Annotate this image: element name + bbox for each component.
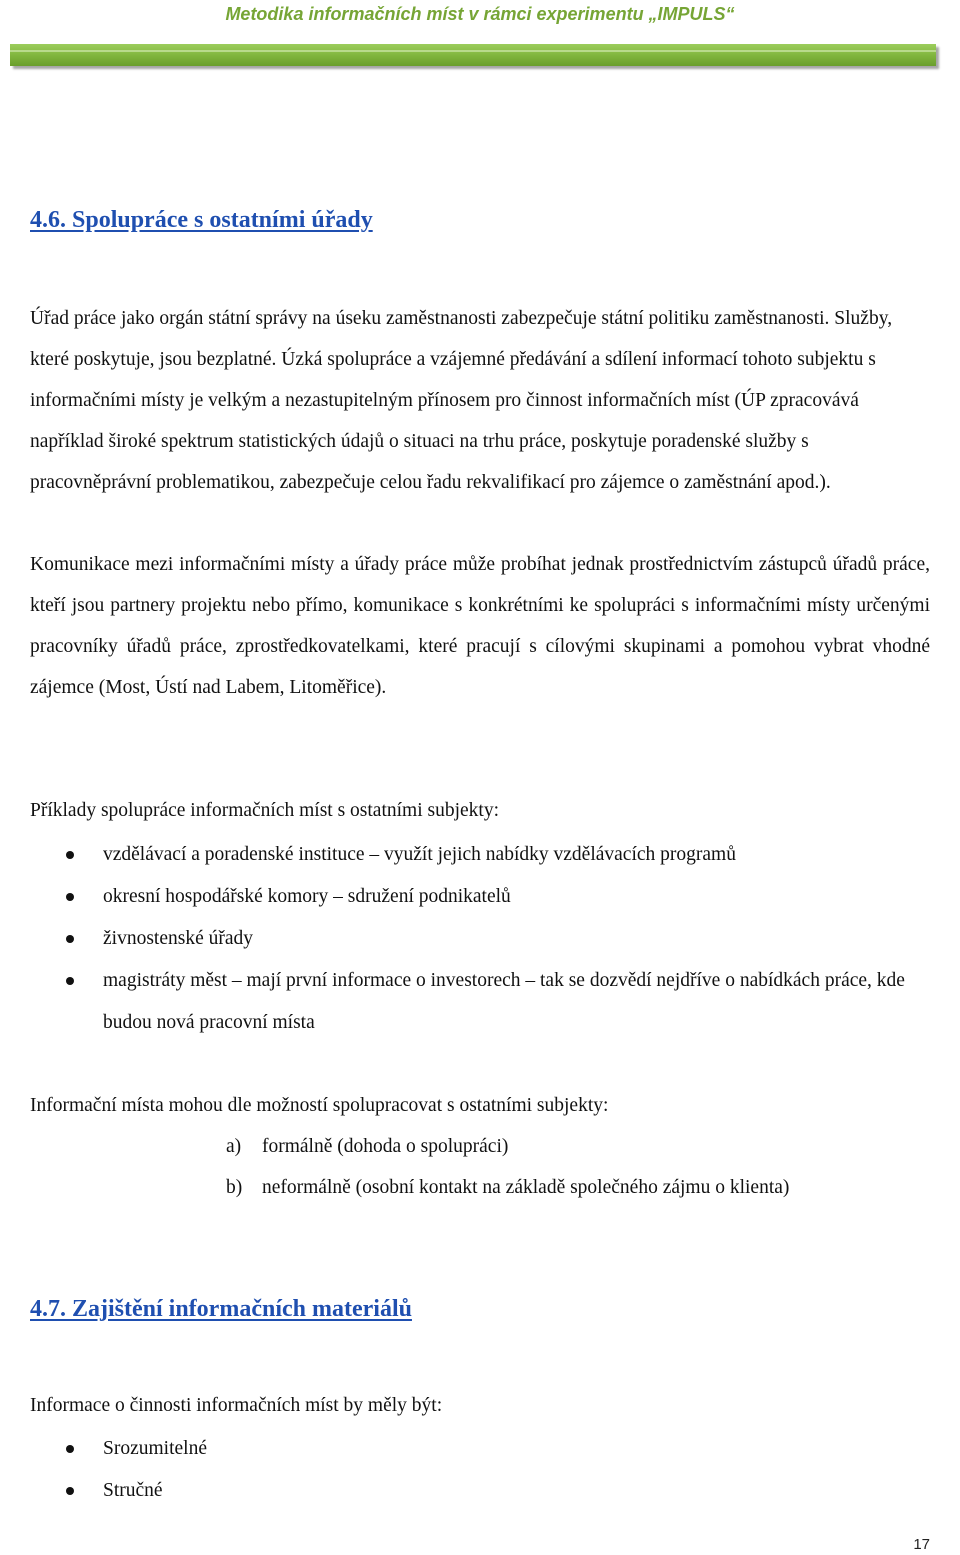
list-item: živnostenské úřady <box>0 918 960 960</box>
list-item: a) formálně (dohoda o spolupráci) <box>226 1136 509 1157</box>
bullet-icon <box>66 1445 74 1453</box>
list-item: okresní hospodářské komory – sdružení podnikatelů <box>0 876 960 918</box>
paragraph-komunikace: Komunikace mezi informačními místy a úřady práce může probíhat jednak prostřednictvím zástupců úřadů práce, kteří jsou partnery projektu nebo přímo, komunikace s konkrétními ke spolupráci s informačními místy určenými pracovníky úřadů práce, zprostředkovatelkami, které pracují s cílovými skupinami a pomohou vybrat vhodné zájemce (Most, Ústí nad Labem, Litoměřice). <box>30 554 930 698</box>
paragraph-urad-prace: Úřad práce jako orgán státní správy na úseku zaměstnanosti zabezpečuje státní politiku zaměstnanosti. Služby, které poskytuje, jsou bezplatné. Úzká spolupráce a vzájemné předávání a sdílení informací tohoto subjektu s informačními místy je velkým a nezastupitelným přínosem pro činnost informačních míst (ÚP zpracovává například široké spektrum statistických údajů o situaci na trhu práce, poskytuje poradenské služby s pracovněprávní problematikou, zabezpečuje celou řadu rekvalifikací pro zájemce o zaměstnání apod.). <box>30 308 893 493</box>
list-item: Srozumitelné <box>0 1428 960 1470</box>
header-title: Metodika informačních míst v rámci experimentu „IMPULS“ <box>225 4 735 24</box>
bullet-icon <box>66 851 74 859</box>
examples-list <box>0 834 960 1044</box>
bullet-icon <box>66 935 74 943</box>
materials-lead: Informace o činnosti informačních míst by měly být: <box>30 1395 443 1416</box>
bullet-icon <box>66 1487 74 1495</box>
examples-lead: Příklady spolupráce informačních míst s ostatními subjekty: <box>30 800 500 821</box>
section-heading-4-7: 4.7. Zajištění informačních materiálů <box>30 1296 412 1322</box>
section-heading-4-6: 4.6. Spolupráce s ostatními úřady <box>30 207 373 233</box>
header-bar <box>10 44 936 66</box>
modes-lead: Informační místa mohou dle možností spolupracovat s ostatními subjekty: <box>30 1095 609 1116</box>
page-number: 17 <box>913 1536 930 1553</box>
list-item: b) neformálně (osobní kontakt na základě společného zájmu o klienta) <box>226 1177 790 1198</box>
list-item: Stručné <box>0 1470 960 1512</box>
bullet-icon <box>66 977 74 985</box>
materials-list <box>0 1428 960 1512</box>
list-item: magistráty měst – mají první informace o investorech – tak se dozvědí nejdříve o nabídkách práce, kde budou nová pracovní místa <box>0 960 960 1044</box>
bullet-icon <box>66 893 74 901</box>
modes-list <box>0 1126 960 1208</box>
list-item: vzdělávací a poradenské instituce – využít jejich nabídky vzdělávacích programů <box>0 834 960 876</box>
